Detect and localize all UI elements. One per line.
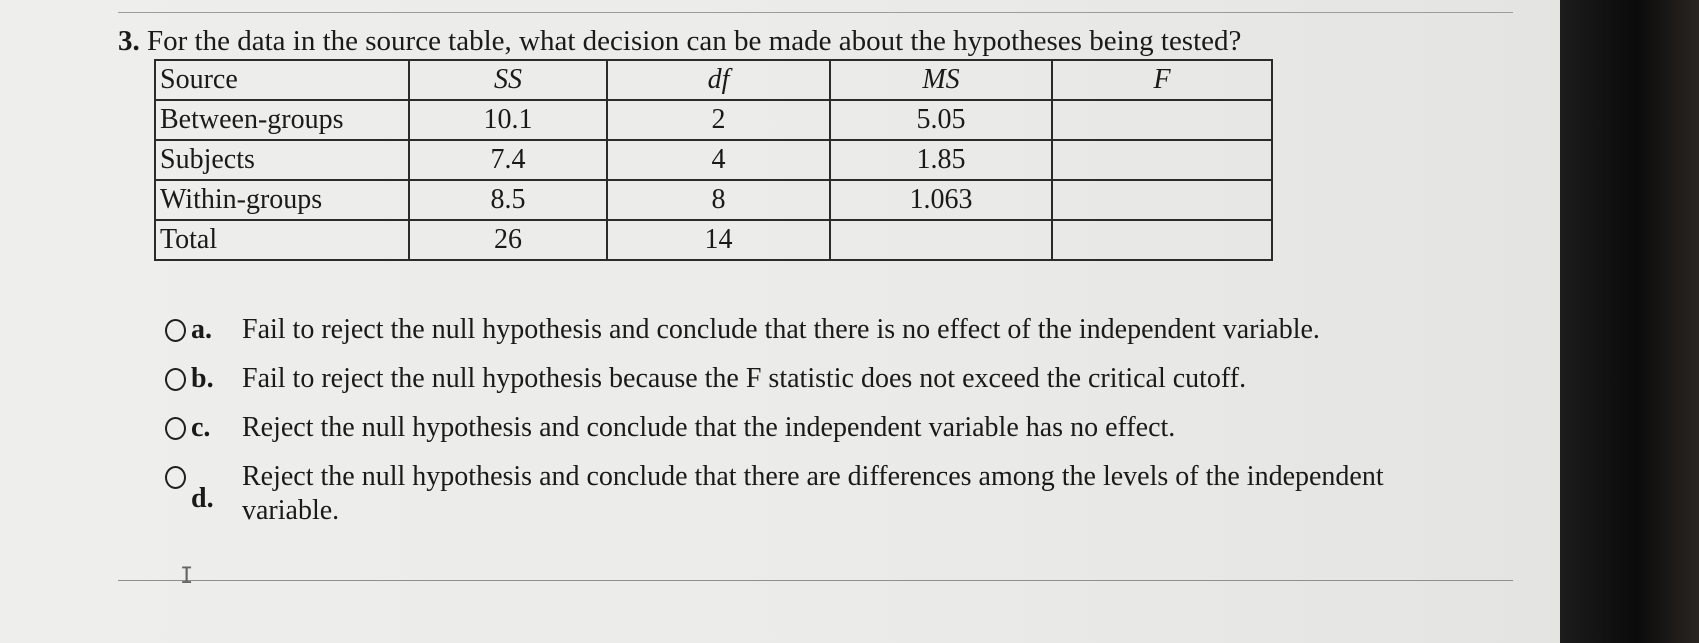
header-f: F	[1052, 60, 1272, 100]
row-ms	[830, 220, 1052, 260]
row-f	[1052, 180, 1272, 220]
option-text: Fail to reject the null hypothesis because the F statistic does not exceed the critical cutoff.	[242, 363, 1247, 394]
question-prompt	[118, 24, 1241, 58]
question-number: 3.	[118, 25, 140, 57]
table-header-row	[155, 60, 1272, 100]
option-letter: d.	[191, 483, 214, 514]
text-cursor-icon: I	[180, 564, 194, 589]
radio-button-d[interactable]	[165, 466, 186, 489]
row-ss: 8.5	[409, 180, 607, 220]
table-row	[155, 140, 1272, 180]
row-ss: 7.4	[409, 140, 607, 180]
radio-button-c[interactable]	[165, 417, 186, 440]
option-letter: c.	[191, 412, 211, 443]
table-row	[155, 100, 1272, 140]
bottom-divider	[118, 580, 1513, 581]
row-ms: 1.063	[830, 180, 1052, 220]
row-ms: 5.05	[830, 100, 1052, 140]
table-row	[155, 220, 1272, 260]
row-ms: 1.85	[830, 140, 1052, 180]
table-row	[155, 180, 1272, 220]
anova-source-table	[154, 59, 1273, 261]
header-ss: SS	[409, 60, 607, 100]
monitor-bezel	[1560, 0, 1699, 643]
option-letter: a.	[191, 314, 212, 345]
row-f	[1052, 100, 1272, 140]
top-divider	[118, 12, 1513, 13]
row-df: 8	[607, 180, 830, 220]
row-df: 2	[607, 100, 830, 140]
row-ss: 10.1	[409, 100, 607, 140]
row-f	[1052, 220, 1272, 260]
option-text: Reject the null hypothesis and conclude that there are differences among the levels of the independent variable.	[242, 461, 1384, 526]
header-source: Source	[155, 60, 409, 100]
header-df: df	[607, 60, 830, 100]
row-source: Between-groups	[155, 100, 409, 140]
row-f	[1052, 140, 1272, 180]
radio-button-a[interactable]	[165, 319, 186, 342]
radio-button-b[interactable]	[165, 368, 186, 391]
row-source: Total	[155, 220, 409, 260]
question-text: For the data in the source table, what decision can be made about the hypotheses being tested?	[147, 25, 1242, 57]
option-letter: b.	[191, 363, 214, 394]
row-df: 4	[607, 140, 830, 180]
header-ms: MS	[830, 60, 1052, 100]
row-source: Subjects	[155, 140, 409, 180]
option-text: Reject the null hypothesis and conclude that the independent variable has no effect.	[242, 412, 1176, 443]
row-df: 14	[607, 220, 830, 260]
row-ss: 26	[409, 220, 607, 260]
row-source: Within-groups	[155, 180, 409, 220]
option-text: Fail to reject the null hypothesis and conclude that there is no effect of the independent variable.	[242, 314, 1320, 345]
